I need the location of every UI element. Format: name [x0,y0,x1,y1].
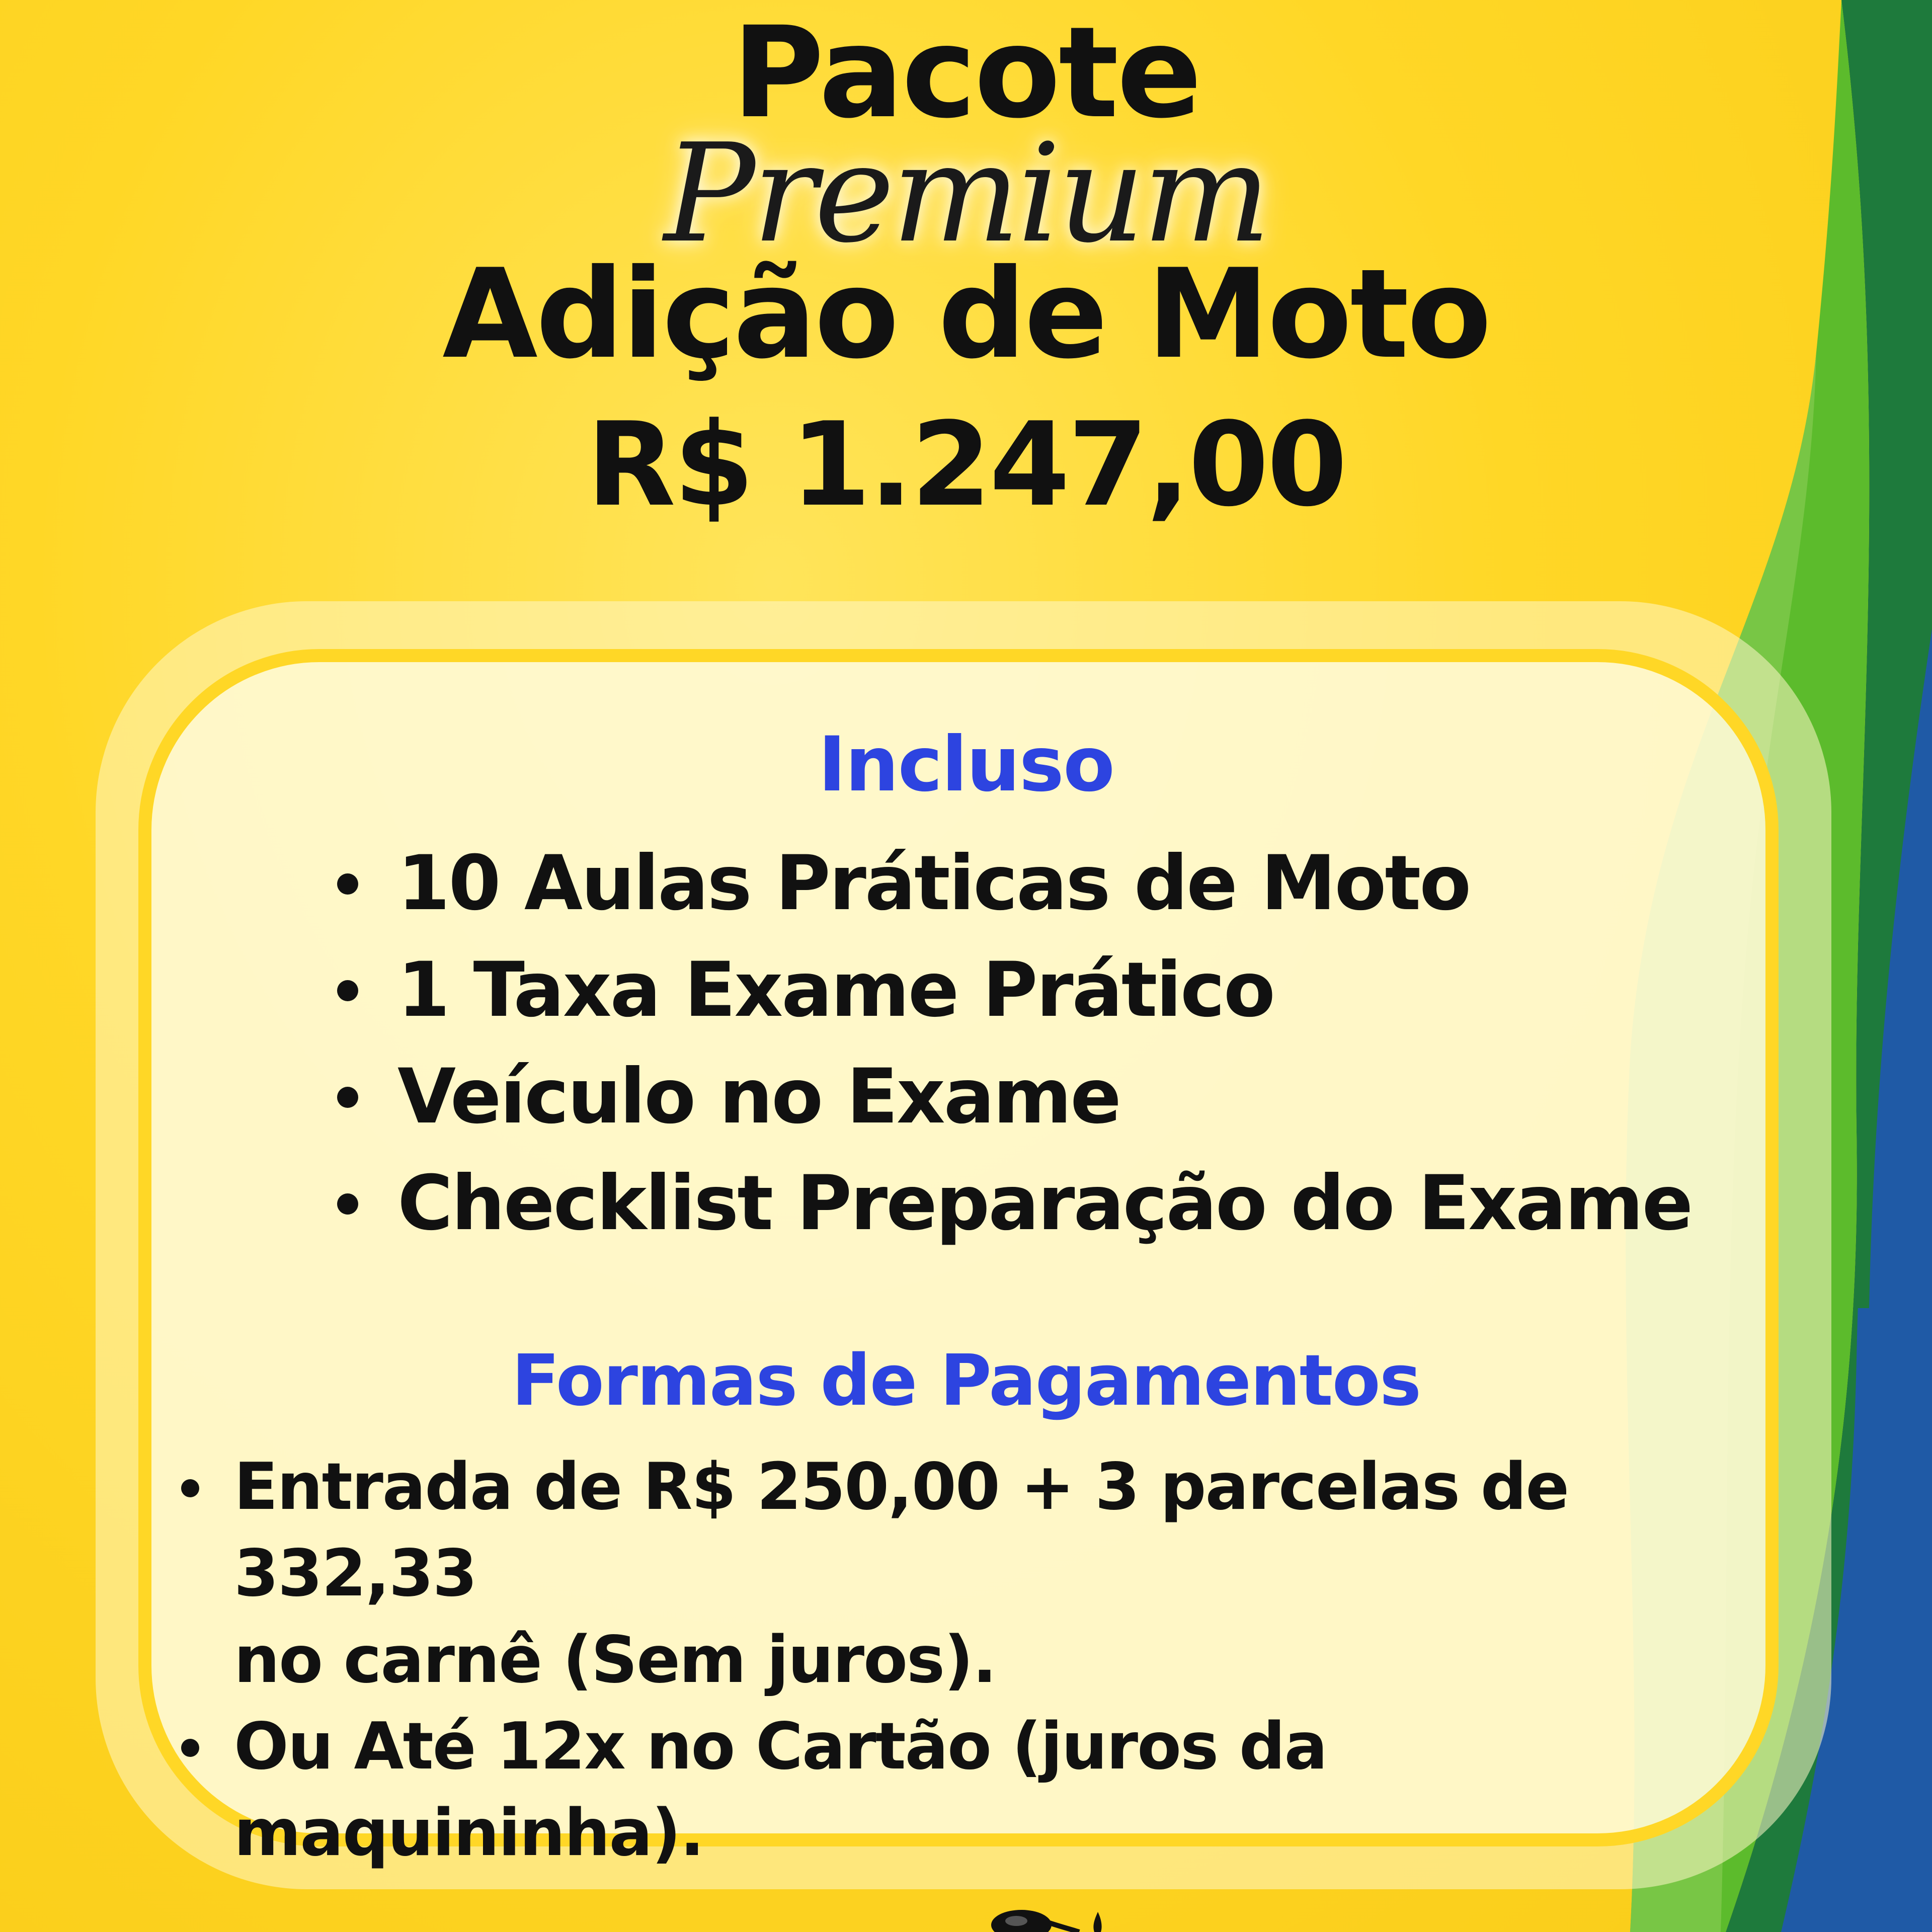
list-item: Veículo no Exame [327,1043,1692,1150]
title-premium: Premium [664,114,1268,273]
title-adicao-de-moto: Adição de Moto [442,243,1490,386]
payment-option-1-line-2: no carnê (Sem juros). [234,1623,996,1698]
list-item: Checklist Preparação do Exame [327,1150,1692,1257]
list-item: 10 Aulas Práticas de Moto [327,830,1692,937]
list-item: 1 Taxa Exame Prático [327,937,1692,1043]
incluso-heading: Incluso [818,721,1114,809]
incluso-list [327,830,1692,1257]
payment-option-1-line-1: Entrada de R$ 250,00 + 3 parcelas de 332,33 [234,1450,1569,1611]
list-item: Ou Até 12x no Cartão (juros da maquininha). [171,1704,1731,1877]
pagamentos-list [171,1444,1731,1877]
pagamentos-heading: Formas de Pagamentos [511,1340,1421,1422]
mascot-partial-icon [986,1907,1117,1932]
list-item [171,1444,1731,1704]
package-price: R$ 1.247,00 [586,398,1346,532]
title-pacote: Pacote [732,0,1200,146]
